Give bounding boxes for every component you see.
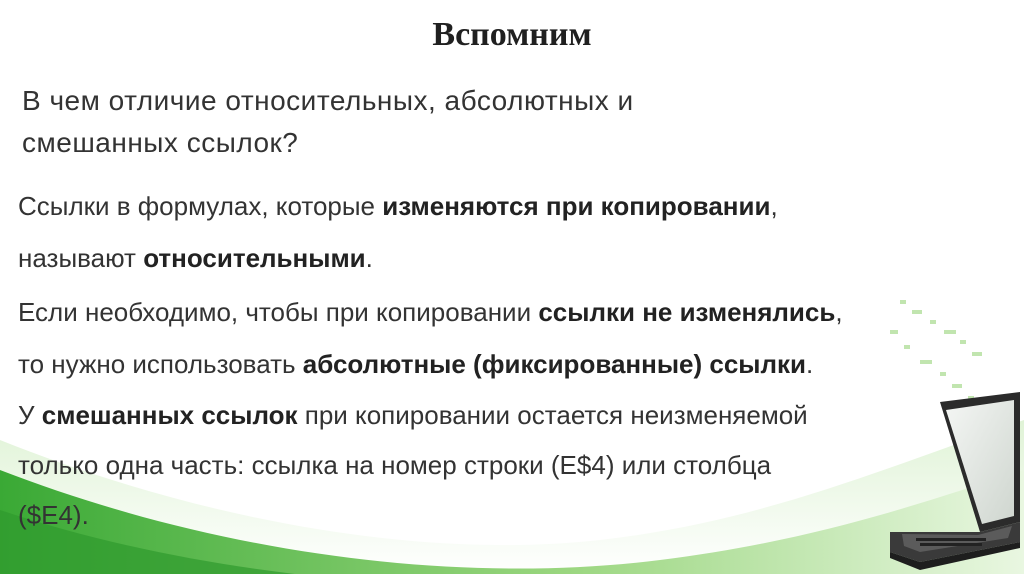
text: Если необходимо, чтобы при копировании xyxy=(18,297,539,327)
text: называют xyxy=(18,243,144,273)
text: , xyxy=(835,297,843,327)
paragraph-line: ($E4). xyxy=(18,500,89,530)
bold-text: смешанных ссылок xyxy=(41,400,298,430)
paragraph-relative xyxy=(18,180,1008,284)
text: . xyxy=(806,349,814,379)
paragraph-line xyxy=(18,338,1008,390)
bold-text: относительными xyxy=(143,243,366,273)
text: то нужно использовать xyxy=(18,349,303,379)
text: , xyxy=(770,191,778,221)
paragraph-line: только одна часть: ссылка на номер строки (E$4) или столбца xyxy=(18,450,772,480)
paragraph-line xyxy=(18,390,1008,440)
bold-text: абсолютные (фиксированные) ссылки xyxy=(302,349,807,379)
paragraph-absolute xyxy=(18,286,1008,390)
paragraph-line xyxy=(18,232,1008,284)
question-line-1: В чем отличие относительных, абсолютных и xyxy=(22,85,634,116)
bold-text: ссылки не изменялись xyxy=(538,297,836,327)
paragraph-line xyxy=(18,286,1008,338)
text: . xyxy=(365,243,373,273)
bold-text: изменяются при копировании xyxy=(382,191,771,221)
text: Ссылки в формулах, которые xyxy=(18,191,383,221)
paragraph-mixed xyxy=(18,390,1008,540)
question xyxy=(22,80,922,164)
text: У xyxy=(18,400,42,430)
slide-title: Вспомним xyxy=(432,16,592,53)
paragraph-line xyxy=(18,180,1008,232)
question-line-2: смешанных ссылок? xyxy=(22,127,299,158)
text: при копировании остается неизменяемой xyxy=(297,400,808,430)
laptop-icon xyxy=(880,392,1024,574)
